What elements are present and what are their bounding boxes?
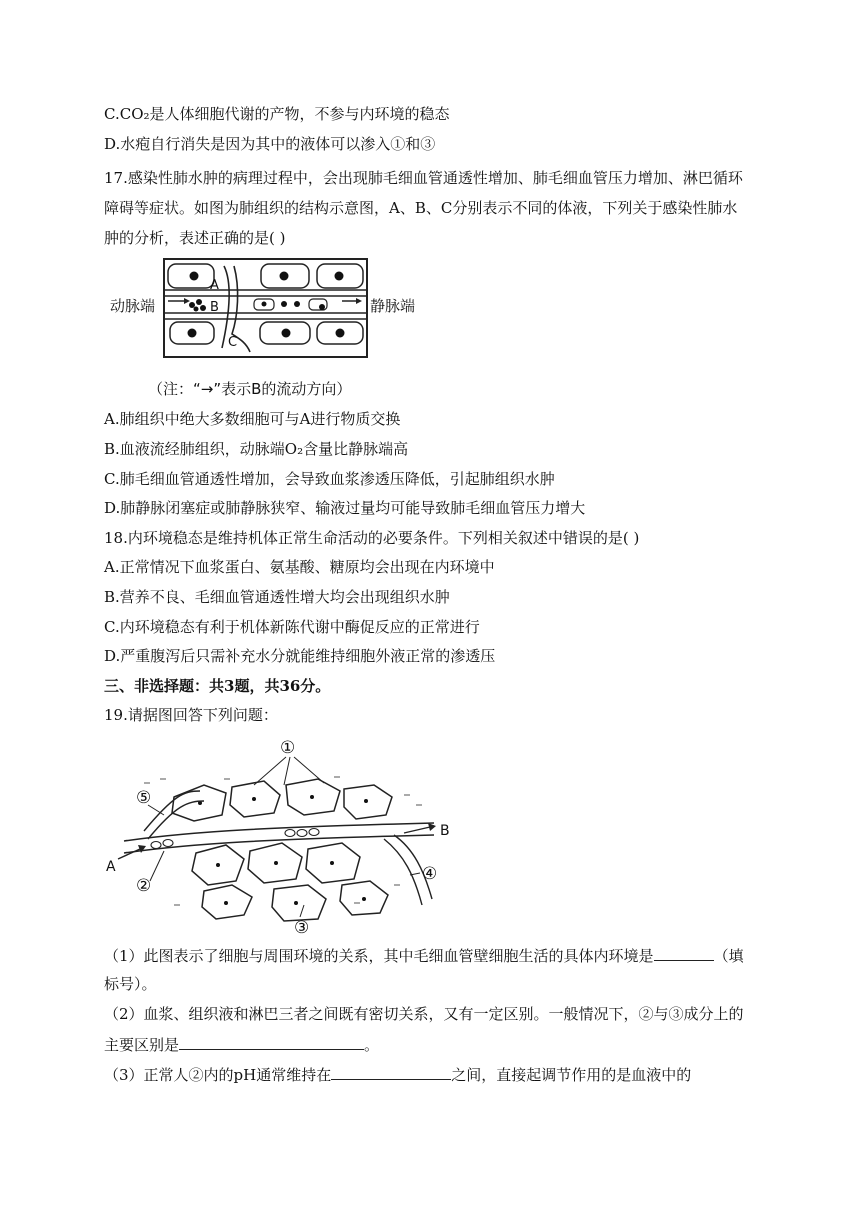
answer-blank-2[interactable] [179, 1034, 364, 1050]
q17-option-d: D.肺静脉闭塞症或肺静脉狭窄、输液过量均可能导致肺毛细血管压力增大 [104, 499, 586, 517]
q16-option-d: D.水疱自行消失是因为其中的液体可以渗入①和③ [104, 135, 436, 153]
label-5: ⑤ [136, 788, 152, 808]
label-b: B [440, 823, 450, 839]
q19-part1 [104, 945, 744, 966]
fluid-b-label: B [210, 300, 219, 315]
q19-part3-lead: （3）正常人②内的pH通常维持在 [104, 1066, 332, 1084]
q19-part2: （2）血浆、组织液和淋巴三者之间既有密切关系，又有一定区别。一般情况下，②与③成分上的 [104, 1005, 744, 1023]
q18-option-b: B.营养不良、毛细血管通透性增大均会出现组织水肿 [104, 588, 450, 606]
lung-tissue-diagram [104, 252, 434, 364]
q18-option-c: C.内环境稳态有利于机体新陈代谢中酶促反应的正常进行 [104, 618, 480, 636]
q19-part3-tail: 之间，直接起调节作用的是血液中的 [451, 1066, 692, 1084]
venous-end-label: 静脉端 [370, 297, 416, 315]
fluid-a-label: A [210, 278, 219, 293]
q17-option-a: A.肺组织中绝大多数细胞可与A进行物质交换 [104, 410, 401, 428]
tissue-environment-diagram [104, 735, 464, 935]
q18-option-a: A.正常情况下血浆蛋白、氨基酸、糖原均会出现在内环境中 [104, 558, 495, 576]
label-2: ② [136, 876, 152, 896]
q19-part2-end: 。 [364, 1036, 380, 1054]
q17-figure-note: （注：“→”表示B的流动方向） [148, 380, 352, 398]
q18-option-d: D.严重腹泻后只需补充水分就能维持细胞外液正常的渗透压 [104, 647, 496, 665]
answer-blank-3[interactable] [331, 1064, 451, 1080]
fluid-c-label: C [228, 335, 238, 350]
label-3: ③ [294, 918, 310, 935]
q19-stem: 19.请据图回答下列问题： [104, 706, 278, 724]
q16-option-c: C.CO₂是人体细胞代谢的产物，不参与内环境的稳态 [104, 105, 450, 123]
q19-part1-text: （1）此图表示了细胞与周围环境的关系，其中毛细血管壁细胞生活的具体内环境是 [104, 947, 654, 965]
q17-option-c: C.肺毛细血管通透性增加，会导致血浆渗透压降低，引起肺组织水肿 [104, 470, 555, 488]
arterial-end-label: 动脉端 [110, 297, 156, 315]
q19-part3 [104, 1064, 691, 1085]
section-heading: 三、非选择题：共3题，共36分。 [104, 677, 331, 695]
label-1: ① [280, 738, 296, 758]
q18-stem: 18.内环境稳态是维持机体正常生命活动的必要条件。下列相关叙述中错误的是( ) [104, 529, 640, 547]
q19-part1-cont: 标号）。 [104, 975, 157, 993]
label-4: ④ [422, 864, 438, 884]
q17-stem: 17.感染性肺水肿的病理过程中，会出现肺毛细血管通透性增加、肺毛细血管压力增加、淋巴循环障碍等症状。如图为肺组织的结构示意图，A、B、C分别表示不同的体液，下列关于感染性肺水肿的分析，表述正确的是( ) [104, 169, 743, 247]
answer-blank-1[interactable] [654, 945, 714, 961]
q19-part1-tail: （填 [713, 947, 744, 965]
q19-part2-lead: 主要区别是 [104, 1036, 180, 1054]
q19-part2-cont [104, 1034, 379, 1055]
q17-option-b: B.血液流经肺组织，动脉端O₂含量比静脉端高 [104, 440, 409, 458]
label-a: A [106, 859, 116, 875]
